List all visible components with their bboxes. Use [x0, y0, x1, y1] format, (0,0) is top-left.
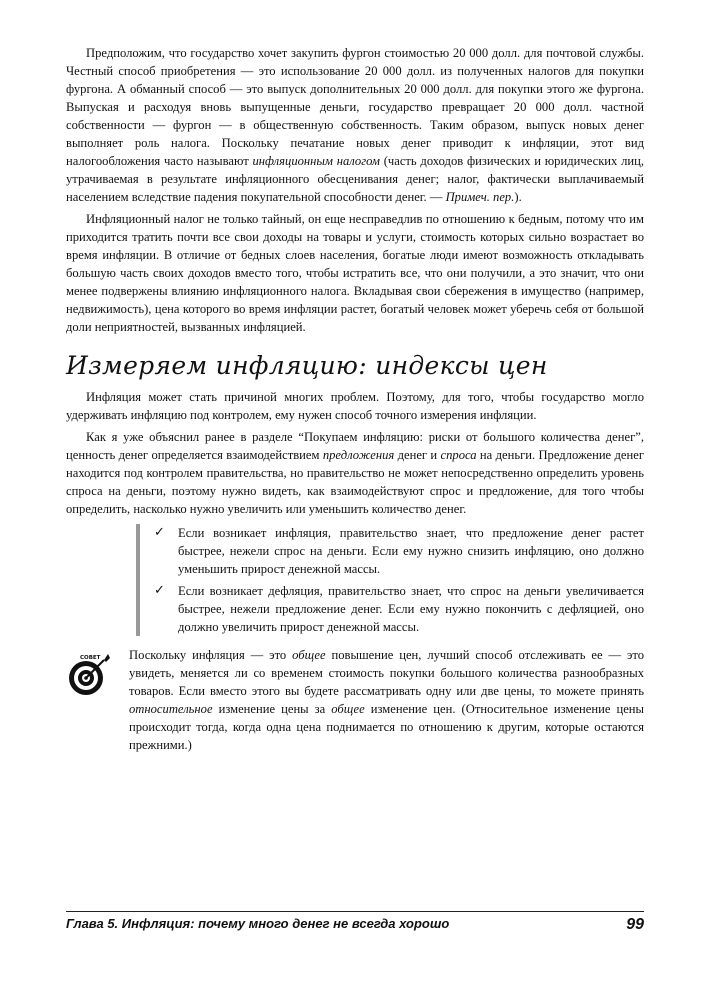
tip-label: СОВЕТ — [80, 655, 101, 661]
paragraph-supply-demand — [66, 428, 644, 518]
list-item — [152, 582, 644, 636]
text-run: изменение цен. (Относительное изменение цены происходит тогда, когда одна цена поднимается по отношению к другим, которые остаются прежними.) — [129, 702, 644, 752]
target-tip-icon — [64, 650, 112, 698]
term-general: общее — [292, 648, 326, 662]
term-supply: предложения — [322, 448, 395, 462]
page-number: 99 — [626, 916, 644, 933]
text-run: повышение цен, лучший способ отслеживать ее — это увидеть, меняется ли со временем стоимость покупки большого количества разнообразных товаров. Если вместо этого вы будете рассматривать одну или две цены, то можете принять — [129, 648, 645, 698]
translator-note: Примеч. пер. — [445, 190, 515, 204]
term-inflation-tax: инфляционным налогом — [252, 154, 380, 168]
paragraph-inflation-tax — [66, 44, 644, 206]
text-run: Поскольку инфляция — это — [129, 648, 293, 662]
chapter-title: Глава 5. Инфляция: почему много денег не всегда хорошо — [66, 916, 450, 931]
text-run: Как я уже объяснил ранее в разделе “Покупаем инфляцию: риски от большого количества денег”, ценность денег определяется взаимодействием — [66, 430, 644, 462]
text-run: ). — [514, 190, 522, 204]
list-item-text: Если возникает инфляция, правительство знает, что предложение денег растет быстрее, нежели спрос на деньги. Если ему нужно снизить инфляцию, оно должно уменьшить прирост денежной массы. — [178, 526, 644, 576]
tip-text — [129, 646, 644, 754]
text-run: изменение цены за — [212, 702, 332, 716]
term-demand: спроса — [440, 448, 477, 462]
list-item — [152, 524, 644, 578]
checklist — [136, 524, 644, 636]
paragraph-measure-intro: Инфляция может стать причиной многих проблем. Поэтому, для того, чтобы государство могло удерживать инфляцию под контролем, ему нужен способ точного измерения инфляции. — [66, 390, 644, 422]
term-general: общее — [331, 702, 365, 716]
term-relative: относительное — [129, 702, 213, 716]
page-body — [66, 44, 644, 758]
list-item-text: Если возникает дефляция, правительство знает, что спрос на деньги увеличивается быстрее, нежели предложение денег. Если ему нужно покончить с дефляцией, оно должно увеличить прирост денежной массы. — [178, 584, 644, 634]
text-run: Предположим, что государство хочет закупить фургон стоимостью 20 000 долл. для почтовой службы. Честный способ приобретения — это использование 20 000 долл. из полученных налогов для покупки фургона. А обманный способ — это выпуск дополнительных 20 000 долл. для покупки этого же фургона. Выпуская и расходуя вновь выпущенные деньги, государство превращает 20 000 долл. частной собственности — фургон — в общественную собственность. Таким образом, выпуск новых денег выполняет роль налога. Поскольку печатание новых денег приводит к инфляции, этот вид налогообложения часто называют — [66, 46, 644, 168]
page-footer — [66, 911, 644, 934]
tip-paragraph — [129, 646, 644, 754]
checkmark-icon: ✓ — [154, 525, 165, 540]
tip-box — [66, 646, 644, 754]
text-run: на деньги. Предложение денег находится под контролем правительства, но правительство не может непосредственно определить уровень спроса на деньги, поэтому нужно видеть, как взаимодействуют спрос и предложение, для того чтобы определить, насколько нужно увеличить или уменьшить количество денег. — [66, 448, 644, 516]
checkmark-icon: ✓ — [154, 583, 165, 598]
section-title: Измеряем инфляцию: индексы цен — [66, 351, 548, 380]
text-run: (часть доходов физических и юридических лиц, утрачиваемая в результате инфляционного обесценивания денег; налог, фактически выплачиваемый населением вследствие падения покупательной способности денег. — — [66, 154, 644, 204]
text-run: денег и — [394, 448, 441, 462]
paragraph-unfair-tax: Инфляционный налог не только тайный, он еще несправедлив по отношению к бедным, потому что им приходится тратить почти все свои доходы на товары и услуги, стоимость которых сильно возрастает во время инфляции. В отличие от бедных слоев населения, богатые люди имеют возможность откладывать большую часть своих доходов вместо того, чтобы истратить все, что они получили, а это значит, что они менее подвержены влиянию инфляционного налога. Вкладывая свои сбережения в имущество (например, недвижимость), цена которого во время инфляции растет, богатый человек может уберечь себя от большой доли неприятностей, вызванных инфляцией. — [66, 212, 644, 334]
